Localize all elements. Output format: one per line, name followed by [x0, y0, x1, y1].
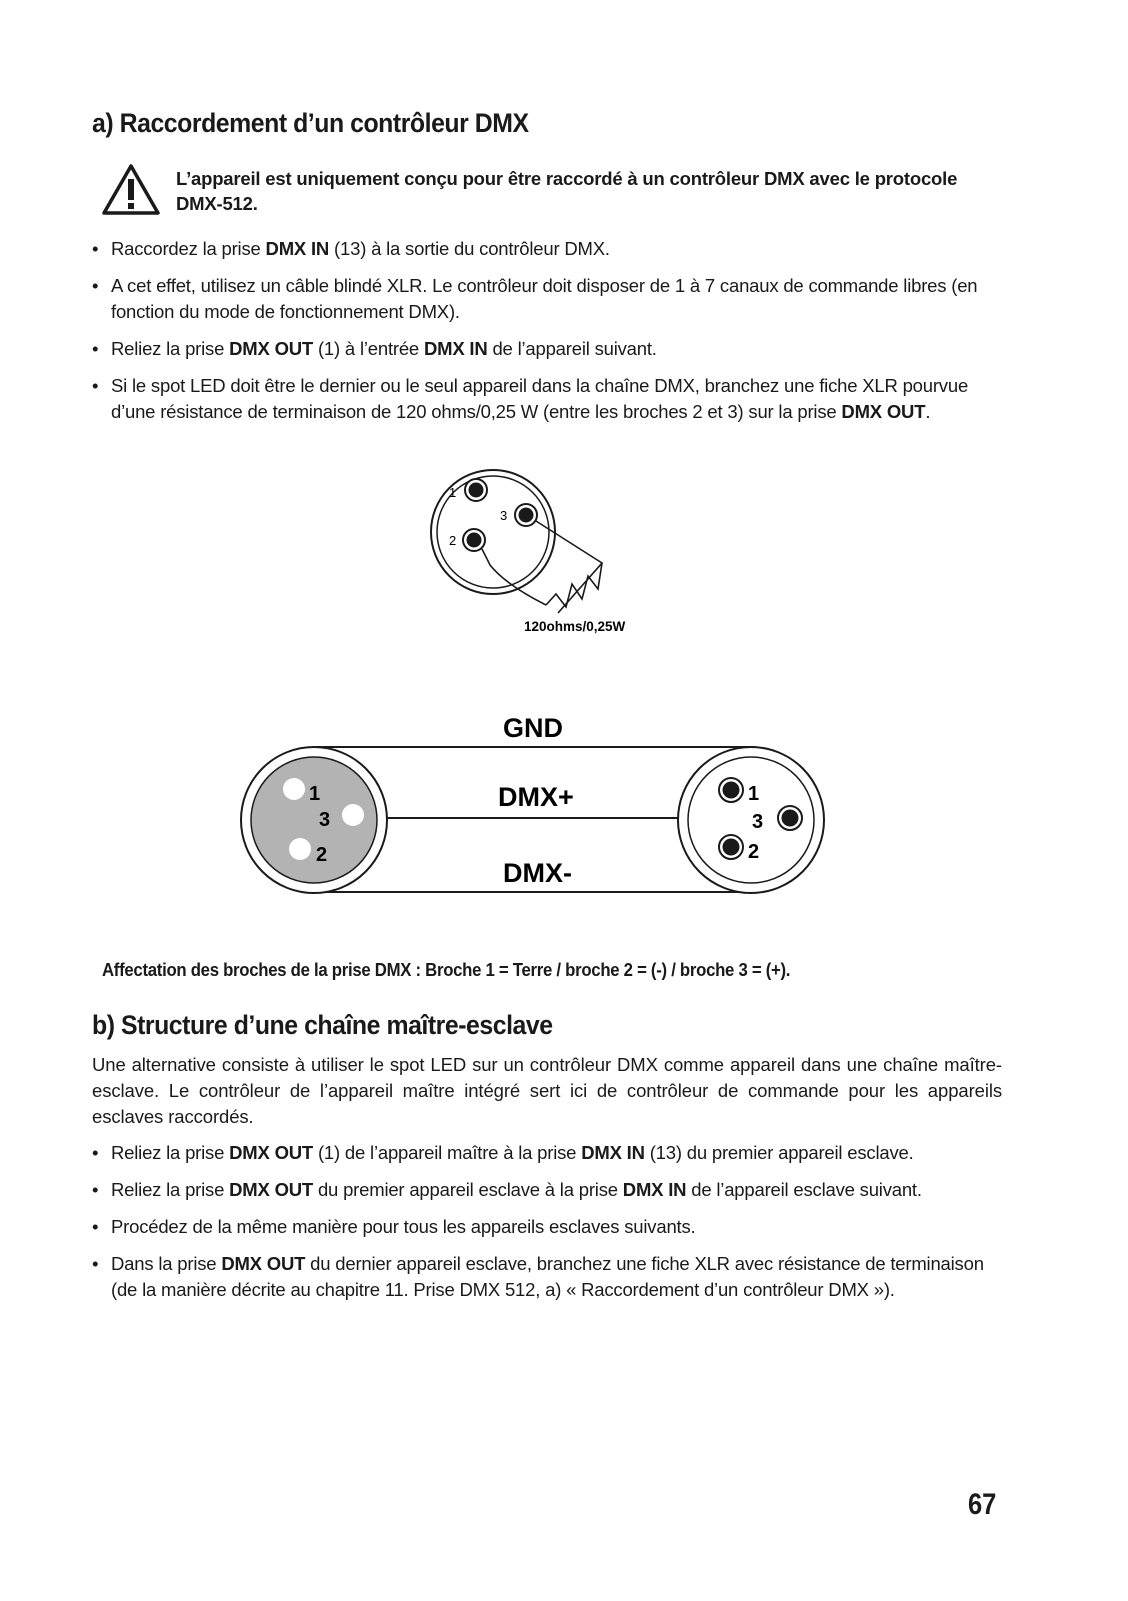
terminator-diagram — [420, 455, 680, 655]
pin-assignment-caption: Affectation des broches de la prise DMX : Broche 1 = Terre / broche 2 = (-) / broche 3 = (+). — [102, 960, 791, 980]
right-pin-1: 1 — [748, 783, 760, 805]
dmx-minus-label: DMX- — [503, 858, 572, 888]
page-number: 67 — [968, 1488, 997, 1521]
bullet-item: • A cet effet, utilisez un câble blindé XLR. Le contrôleur doit disposer de 1 à 7 canaux de commande libres (en fonction du mode de fonctionnement DMX). — [92, 273, 1002, 325]
section-a-title: a) Raccordement d’un contrôleur DMX — [92, 108, 529, 138]
bullet-item: • Procédez de la même manière pour tous les appareils esclaves suivants. — [92, 1214, 1002, 1240]
warning-text: L’appareil est uniquement conçu pour être raccordé à un contrôleur DMX avec le protocole DMX-512. — [176, 168, 958, 214]
pin-label-1: 1 — [449, 485, 457, 500]
section-b-title: b) Structure d’une chaîne maître-esclave — [92, 1010, 553, 1040]
dmx-plus-label: DMX+ — [498, 782, 574, 812]
bullet-item: • Reliez la prise DMX OUT (1) de l’appareil maître à la prise DMX IN (13) du premier appareil esclave. — [92, 1140, 1002, 1166]
section-b-intro: Une alternative consiste à utiliser le spot LED sur un contrôleur DMX comme appareil dans une chaîne maître-esclave. Le contrôleur de l’appareil maître intégré sert ici de contrôleur de commande pour les appareils esclaves raccordés. — [92, 1054, 1002, 1127]
resistor-label: 120ohms/0,25W — [524, 619, 626, 634]
pin-label-3: 3 — [500, 508, 508, 523]
pin-label-2: 2 — [449, 533, 457, 548]
left-pin-3: 3 — [319, 809, 331, 831]
bullet-item: • Reliez la prise DMX OUT du premier appareil esclave à la prise DMX IN de l’appareil esclave suivant. — [92, 1177, 1002, 1203]
left-pin-1: 1 — [309, 783, 321, 805]
wiring-diagram — [240, 710, 840, 915]
section-a-bullets — [92, 236, 1002, 436]
right-pin-2: 2 — [748, 841, 760, 863]
bullet-item: • Reliez la prise DMX OUT (1) à l’entrée DMX IN de l’appareil suivant. — [92, 336, 1002, 362]
bullet-item: • Dans la prise DMX OUT du dernier appareil esclave, branchez une fiche XLR avec résistance de terminaison (de la manière décrite au chapitre 11. Prise DMX 512, a) « Raccordement d’un contrôleur DMX »). — [92, 1251, 1002, 1303]
section-b-bullets — [92, 1140, 1002, 1314]
left-pin-2: 2 — [316, 844, 328, 866]
bullet-item: • Si le spot LED doit être le dernier ou le seul appareil dans la chaîne DMX, branchez une fiche XLR pourvue d’une résistance de terminaison de 120 ohms/0,25 W (entre les broches 2 et 3) sur la prise DMX OUT. — [92, 373, 1002, 425]
right-pin-3: 3 — [752, 811, 764, 833]
warning-triangle-icon — [100, 162, 162, 218]
bullet-item: • Raccordez la prise DMX IN (13) à la sortie du contrôleur DMX. — [92, 236, 1002, 262]
gnd-label: GND — [503, 713, 563, 743]
